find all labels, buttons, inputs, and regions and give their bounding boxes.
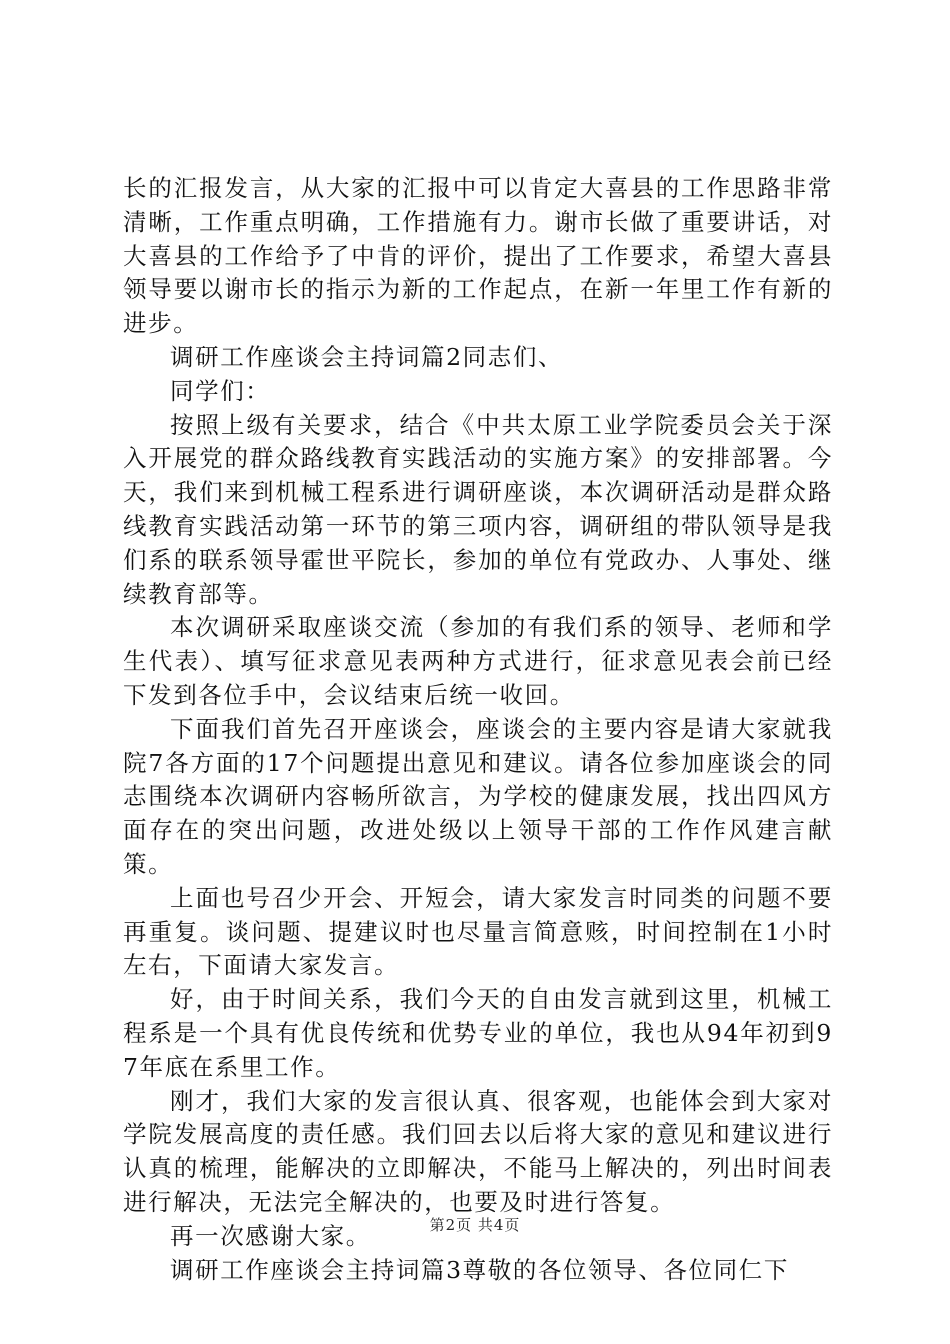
- paragraph-section2-heading: 调研工作座谈会主持词篇2同志们、: [170, 342, 564, 371]
- paragraph-body: 按照上级有关要求，结合《中共太原工业学院委员会关于深入开展党的群众路线教育实践活动的实施方案》的安排部署。今天，我们来到机械工程系进行调研座谈，本次调研活动是群众路线教育实践活动第一环节的第三项内容，调研组的带队领导是我们系的联系领导霍世平院长，参加的单位有党政办、人事处、继续教育部等。: [123, 410, 833, 608]
- paragraph-body: 好，由于时间关系，我们今天的自由发言就到这里，机械工程系是一个具有优良传统和优势专业的单位，我也从94年初到97年底在系里工作。: [123, 985, 833, 1081]
- paragraph-body: 上面也号召少开会、开短会，请大家发言时同类的问题不要再重复。谈问题、提建议时也尽量言简意赅，时间控制在1小时左右，下面请大家发言。: [123, 883, 833, 980]
- paragraph-section3-heading: 调研工作座谈会主持词篇3尊敬的各位领导、各位同仁下: [170, 1255, 789, 1284]
- paragraph-body: 本次调研采取座谈交流（参加的有我们系的领导、老师和学生代表）、填写征求意见表两种方式进行，征求意见表会前已经下发到各位手中，会议结束后统一收回。: [123, 613, 833, 709]
- paragraph-salutation: 同学们：: [170, 376, 271, 405]
- paragraph-body: 刚才，我们大家的发言很认真、很客观，也能体会到大家对学院发展高度的责任感。我们回去以后将大家的意见和建议进行认真的梳理，能解决的立即解决，不能马上解决的，列出时间表进行解决，无法完全解决的，也要及时进行答复。: [123, 1086, 833, 1216]
- paragraph-body: 下面我们首先召开座谈会，座谈会的主要内容是请大家就我院7各方面的17个问题提出意见和建议。请各位参加座谈会的同志围绕本次调研内容畅所欲言，为学校的健康发展，找出四风方面存在的突出问题，改进处级以上领导干部的工作作风建言献策。: [123, 714, 833, 878]
- document-body: [123, 172, 833, 1287]
- paragraph-thanks: 再一次感谢大家。: [170, 1221, 371, 1250]
- paragraph-continuation: 长的汇报发言，从大家的汇报中可以肯定大喜县的工作思路非常清晰，工作重点明确，工作措施有力。谢市长做了重要讲话，对大喜县的工作给予了中肯的评价，提出了工作要求，希望大喜县领导要以谢市长的指示为新的工作起点，在新一年里工作有新的进步。: [123, 174, 833, 338]
- page-number-footer: 第2页 共4页: [429, 1216, 521, 1234]
